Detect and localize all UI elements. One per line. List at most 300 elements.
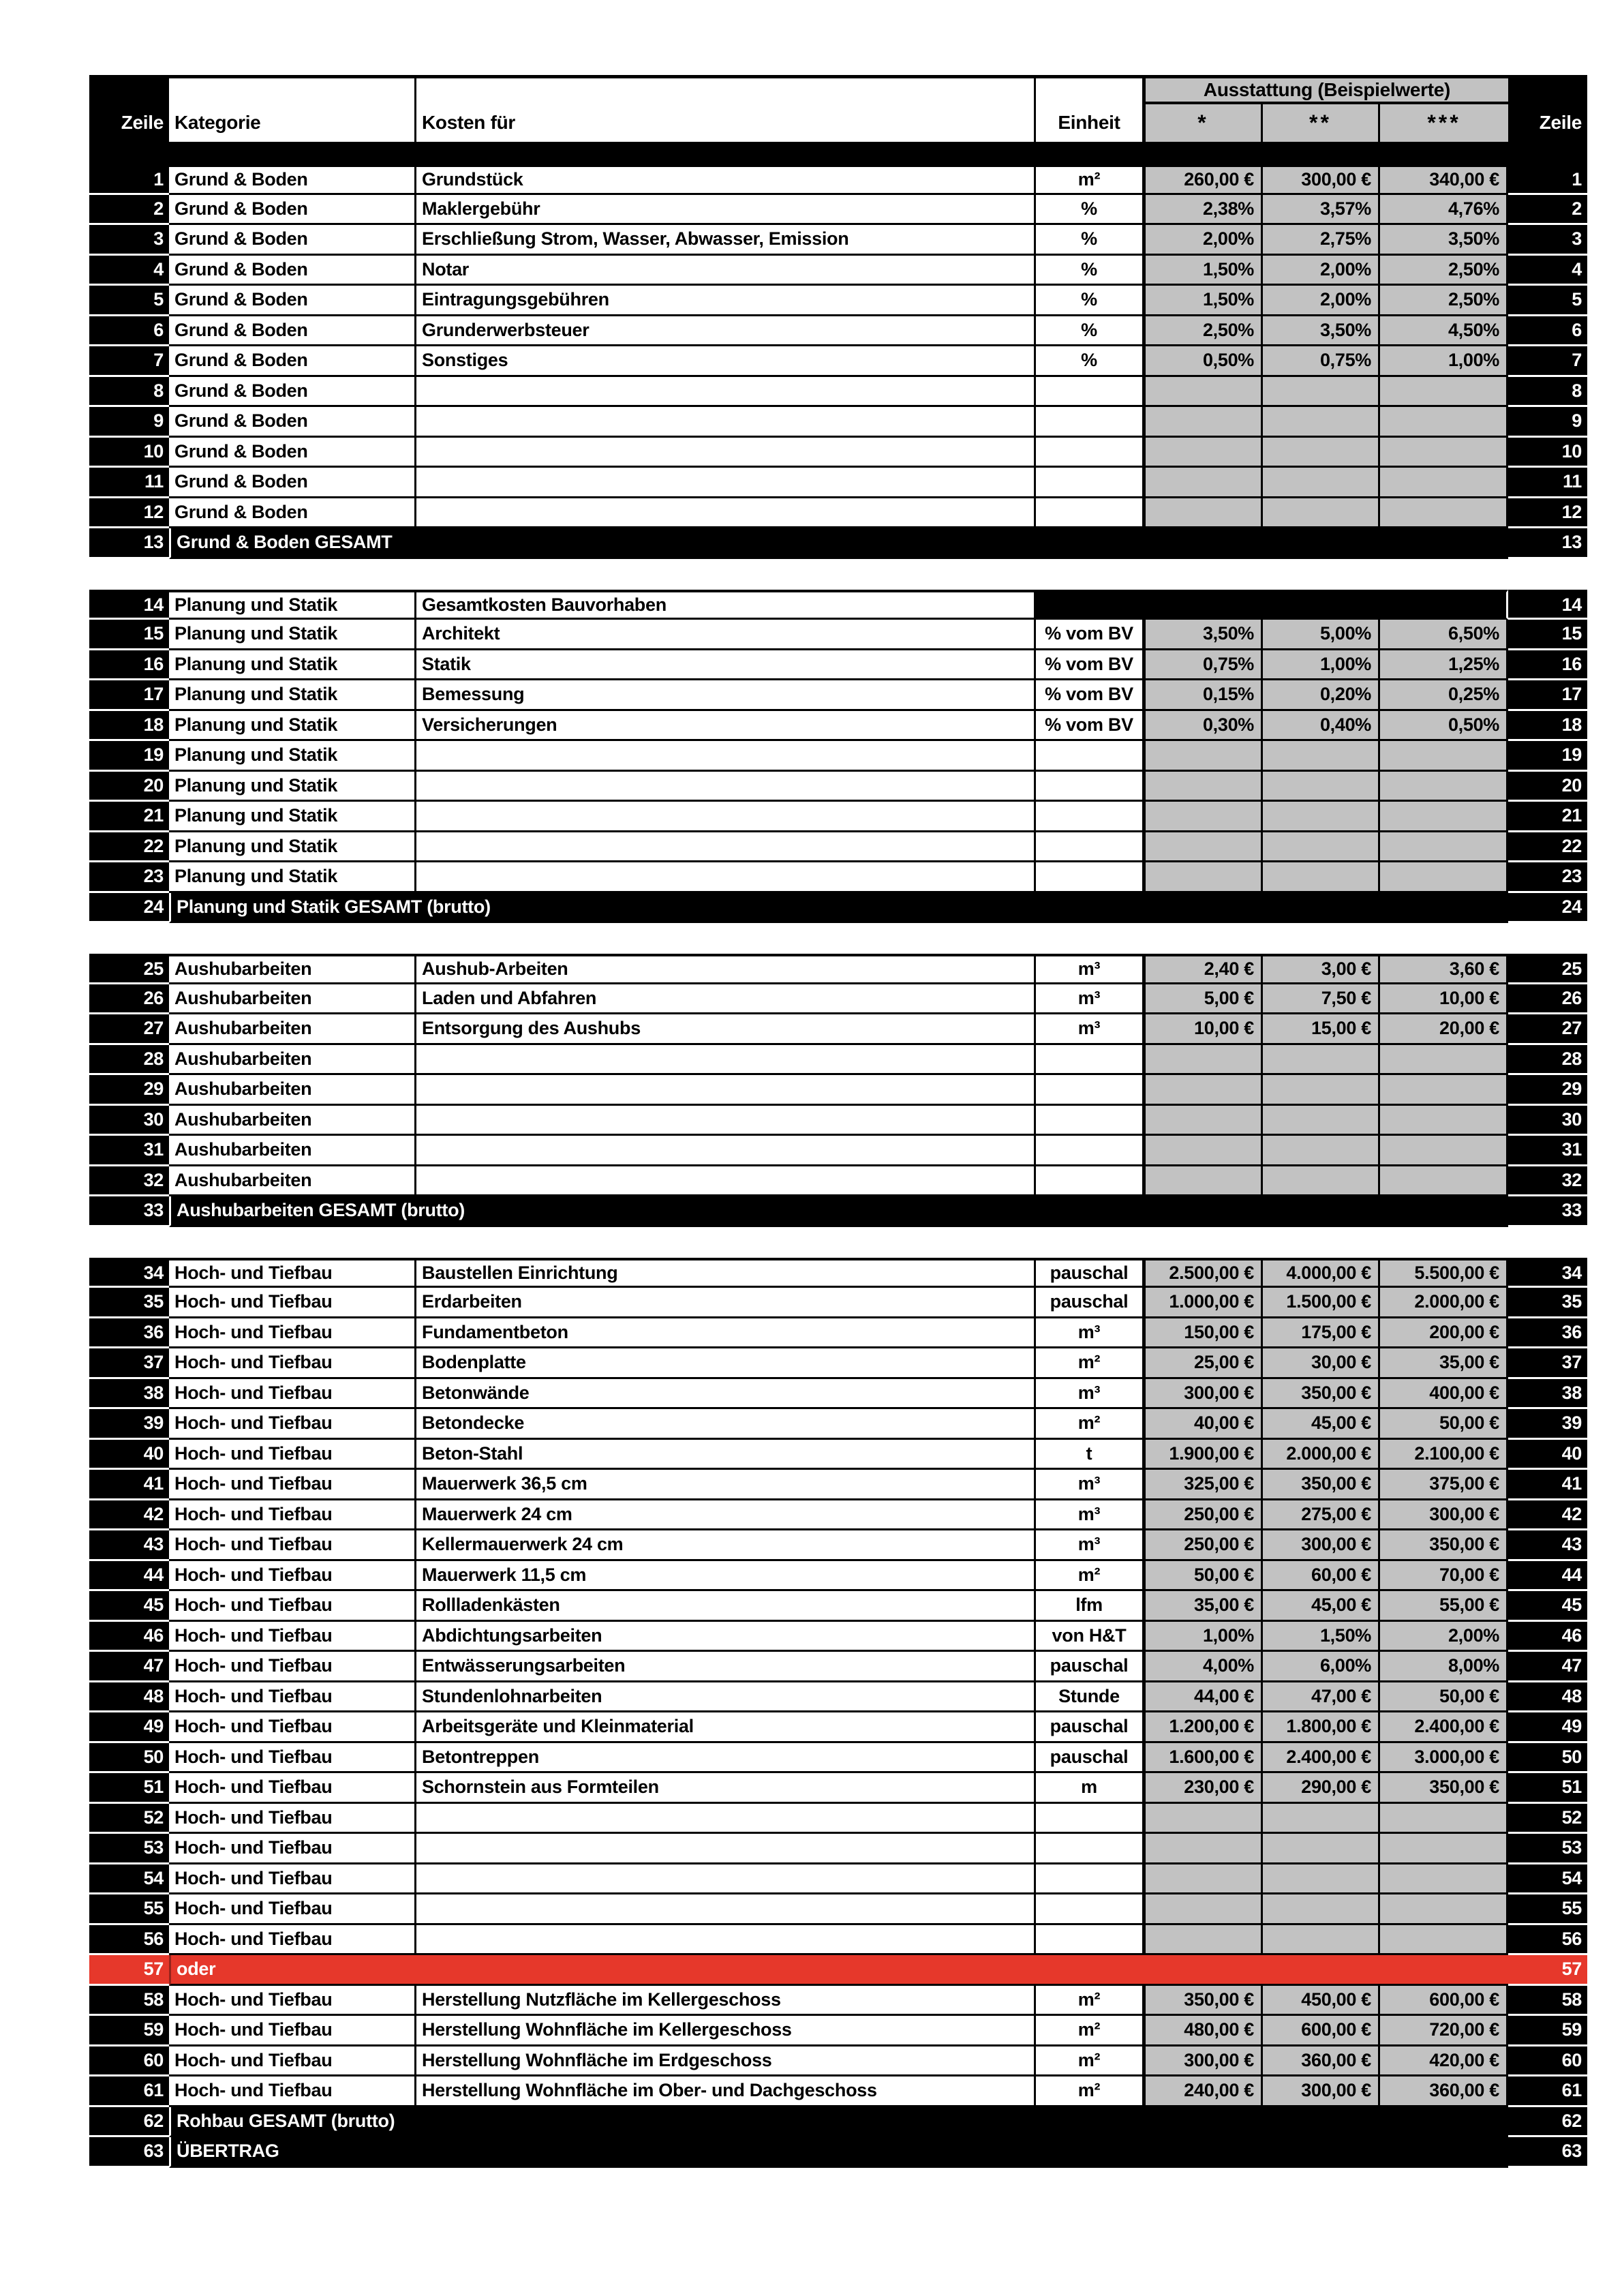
table-row xyxy=(89,1045,1587,1076)
row-number-cell-left: 4 xyxy=(89,256,169,286)
table-row xyxy=(89,1166,1587,1197)
value-cell-2 xyxy=(1263,1075,1380,1106)
value-cell-2: 2,75% xyxy=(1263,225,1380,256)
cost-cell: Mauerwerk 11,5 cm xyxy=(416,1561,1036,1592)
row-number-cell-left: 14 xyxy=(89,590,169,620)
unit-cell: % xyxy=(1036,195,1146,226)
value-cell-2 xyxy=(1263,407,1380,438)
cost-cell xyxy=(416,772,1036,802)
value-cell-3: 50,00 € xyxy=(1380,1682,1508,1713)
row-number-cell-right: 15 xyxy=(1508,620,1587,650)
unit-cell: % xyxy=(1036,225,1146,256)
value-cell-1: 250,00 € xyxy=(1146,1530,1263,1561)
value-cell-1: 1,50% xyxy=(1146,286,1263,316)
value-cell-2: 0,20% xyxy=(1263,680,1380,711)
table-row xyxy=(89,1561,1587,1592)
row-number-cell-right: 58 xyxy=(1508,1986,1587,2016)
table-row xyxy=(89,1288,1587,1318)
row-number-cell-right: 22 xyxy=(1508,832,1587,863)
cost-cell: Statik xyxy=(416,650,1036,681)
unit-cell xyxy=(1036,1804,1146,1834)
sheet-body xyxy=(89,164,1587,2168)
value-cell-3 xyxy=(1380,438,1508,468)
table-row xyxy=(89,862,1587,893)
unit-cell xyxy=(1036,1136,1146,1166)
section-gap xyxy=(89,559,1587,590)
value-cell-1: 0,30% xyxy=(1146,711,1263,742)
row-number-cell-left: 39 xyxy=(89,1409,169,1440)
category-cell: Hoch- und Tiefbau xyxy=(169,1440,416,1470)
value-cell-2: 3,57% xyxy=(1263,195,1380,226)
value-cell-3 xyxy=(1380,1106,1508,1136)
table-row xyxy=(89,1258,1587,1288)
unit-cell: pauschal xyxy=(1036,1652,1146,1682)
value-cell-3: 0,25% xyxy=(1380,680,1508,711)
row-number-cell-left: 18 xyxy=(89,711,169,742)
header-einheit: Einheit xyxy=(1036,75,1146,142)
value-cell-1 xyxy=(1146,832,1263,863)
category-cell: Hoch- und Tiefbau xyxy=(169,1318,416,1349)
unit-cell: m³ xyxy=(1036,1470,1146,1500)
table-row xyxy=(89,2137,1587,2168)
value-cell-2 xyxy=(1263,1864,1380,1895)
row-number-cell-right: 9 xyxy=(1508,407,1587,438)
table-row xyxy=(89,1470,1587,1500)
table-row xyxy=(89,286,1587,316)
total-label-cell: Aushubarbeiten GESAMT (brutto) xyxy=(169,1196,1508,1227)
value-cell-3 xyxy=(1380,802,1508,832)
row-number-cell-left: 2 xyxy=(89,195,169,226)
row-number-cell-right: 48 xyxy=(1508,1682,1587,1713)
value-cell-1 xyxy=(1146,1864,1263,1895)
category-cell: Grund & Boden xyxy=(169,316,416,347)
value-cell-2: 175,00 € xyxy=(1263,1318,1380,1349)
cost-cell: Sonstiges xyxy=(416,346,1036,377)
cost-cell: Aushub-Arbeiten xyxy=(416,954,1036,984)
category-cell: Hoch- und Tiefbau xyxy=(169,1379,416,1410)
value-cell-1: 300,00 € xyxy=(1146,2046,1263,2077)
value-cell-3: 20,00 € xyxy=(1380,1014,1508,1045)
row-number-cell-left: 25 xyxy=(89,954,169,984)
value-cell-3: 350,00 € xyxy=(1380,1530,1508,1561)
value-cell-3: 6,50% xyxy=(1380,620,1508,650)
value-cell-2: 1,00% xyxy=(1263,650,1380,681)
row-number-cell-left: 42 xyxy=(89,1500,169,1531)
section-gap xyxy=(89,923,1587,954)
value-cell-3: 2,50% xyxy=(1380,256,1508,286)
row-number-cell-left: 17 xyxy=(89,680,169,711)
row-number-cell-right: 25 xyxy=(1508,954,1587,984)
row-number-cell-left: 34 xyxy=(89,1258,169,1288)
unit-cell xyxy=(1036,1045,1146,1076)
table-row xyxy=(89,1955,1587,1986)
category-cell: Grund & Boden xyxy=(169,256,416,286)
unit-cell: m² xyxy=(1036,1409,1146,1440)
unit-cell: m³ xyxy=(1036,954,1146,984)
row-number-cell-right: 63 xyxy=(1508,2137,1587,2168)
header-kategorie: Kategorie xyxy=(169,75,416,142)
cost-cell: Architekt xyxy=(416,620,1036,650)
cost-cell: Herstellung Nutzfläche im Kellergeschoss xyxy=(416,1986,1036,2016)
row-number-cell-right: 37 xyxy=(1508,1348,1587,1379)
value-cell-3: 3,50% xyxy=(1380,225,1508,256)
unit-cell: % xyxy=(1036,316,1146,347)
value-cell-2 xyxy=(1263,1834,1380,1864)
unit-cell: % xyxy=(1036,256,1146,286)
category-cell: Hoch- und Tiefbau xyxy=(169,1894,416,1925)
unit-cell: m³ xyxy=(1036,1014,1146,1045)
value-cell-3: 2,50% xyxy=(1380,286,1508,316)
value-cell-1: 1.900,00 € xyxy=(1146,1440,1263,1470)
unit-cell xyxy=(1036,1075,1146,1106)
category-cell: Aushubarbeiten xyxy=(169,1014,416,1045)
row-number-cell-right: 55 xyxy=(1508,1894,1587,1925)
cost-cell: Erdarbeiten xyxy=(416,1288,1036,1318)
table-row xyxy=(89,1894,1587,1925)
header-zeile-right: Zeile xyxy=(1508,75,1587,142)
category-cell: Hoch- und Tiefbau xyxy=(169,2046,416,2077)
unit-cell: m² xyxy=(1036,2016,1146,2046)
unit-cell: % xyxy=(1036,286,1146,316)
value-cell-2: 360,00 € xyxy=(1263,2046,1380,2077)
value-cell-2: 1,50% xyxy=(1263,1622,1380,1652)
value-cell-3: 70,00 € xyxy=(1380,1561,1508,1592)
row-number-cell-left: 7 xyxy=(89,346,169,377)
category-cell: Aushubarbeiten xyxy=(169,1166,416,1197)
row-number-cell-right: 12 xyxy=(1508,498,1587,529)
row-number-cell-right: 43 xyxy=(1508,1530,1587,1561)
row-number-cell-right: 29 xyxy=(1508,1075,1587,1106)
cost-cell: Entsorgung des Aushubs xyxy=(416,1014,1036,1045)
table-row xyxy=(89,984,1587,1015)
value-cell-3: 1,25% xyxy=(1380,650,1508,681)
row-number-cell-right: 18 xyxy=(1508,711,1587,742)
row-number-cell-left: 54 xyxy=(89,1864,169,1895)
value-cell-2: 0,40% xyxy=(1263,711,1380,742)
value-cell-2: 15,00 € xyxy=(1263,1014,1380,1045)
unit-cell: % xyxy=(1036,346,1146,377)
value-cell-3 xyxy=(1380,498,1508,529)
unit-cell: m xyxy=(1036,1773,1146,1804)
total-label-cell: Planung und Statik GESAMT (brutto) xyxy=(169,893,1508,924)
value-cell-2 xyxy=(1263,1106,1380,1136)
unit-cell: m² xyxy=(1036,164,1146,195)
category-cell: Hoch- und Tiefbau xyxy=(169,2076,416,2107)
value-cell-1: 50,00 € xyxy=(1146,1561,1263,1592)
cost-cell xyxy=(416,1864,1036,1895)
unit-cell: von H&T xyxy=(1036,1622,1146,1652)
row-number-cell-right: 54 xyxy=(1508,1864,1587,1895)
cost-cell: Mauerwerk 24 cm xyxy=(416,1500,1036,1531)
table-row xyxy=(89,346,1587,377)
value-cell-2: 5,00% xyxy=(1263,620,1380,650)
unit-cell xyxy=(1036,772,1146,802)
cost-cell: Abdichtungsarbeiten xyxy=(416,1622,1036,1652)
table-row xyxy=(89,498,1587,529)
value-cell-3 xyxy=(1380,1804,1508,1834)
table-row xyxy=(89,407,1587,438)
cost-cell: Eintragungsgebühren xyxy=(416,286,1036,316)
value-cell-2 xyxy=(1263,1894,1380,1925)
table-row xyxy=(89,438,1587,468)
row-number-cell-left: 52 xyxy=(89,1804,169,1834)
value-cell-2: 300,00 € xyxy=(1263,2076,1380,2107)
cost-cell xyxy=(416,741,1036,772)
value-cell-3: 10,00 € xyxy=(1380,984,1508,1015)
category-cell: Planung und Statik xyxy=(169,590,416,620)
row-number-cell-left: 10 xyxy=(89,438,169,468)
row-number-cell-right: 40 xyxy=(1508,1440,1587,1470)
value-cell-1 xyxy=(1146,1106,1263,1136)
value-cell-2: 290,00 € xyxy=(1263,1773,1380,1804)
table-row xyxy=(89,316,1587,347)
cost-cell xyxy=(416,1834,1036,1864)
total-label-cell: Rohbau GESAMT (brutto) xyxy=(169,2107,1508,2138)
row-number-cell-right: 51 xyxy=(1508,1773,1587,1804)
cost-cell: Beton-Stahl xyxy=(416,1440,1036,1470)
cost-cell: Mauerwerk 36,5 cm xyxy=(416,1470,1036,1500)
category-cell: Grund & Boden xyxy=(169,286,416,316)
cost-cell xyxy=(416,1045,1036,1076)
row-number-cell-left: 55 xyxy=(89,1894,169,1925)
unit-cell xyxy=(1036,1864,1146,1895)
table-row xyxy=(89,1196,1587,1227)
category-cell: Hoch- und Tiefbau xyxy=(169,1743,416,1774)
value-cell-2: 1.800,00 € xyxy=(1263,1712,1380,1743)
category-cell: Hoch- und Tiefbau xyxy=(169,1986,416,2016)
row-number-cell-left: 36 xyxy=(89,1318,169,1349)
category-cell: Aushubarbeiten xyxy=(169,1075,416,1106)
value-cell-1: 0,75% xyxy=(1146,650,1263,681)
unit-cell: Stunde xyxy=(1036,1682,1146,1713)
unit-cell: pauschal xyxy=(1036,1288,1146,1318)
spreadsheet-table xyxy=(89,75,1587,2168)
value-cell-3: 1,00% xyxy=(1380,346,1508,377)
row-number-cell-right: 3 xyxy=(1508,225,1587,256)
unit-cell: t xyxy=(1036,1440,1146,1470)
value-cell-1 xyxy=(1146,1075,1263,1106)
table-row xyxy=(89,590,1587,620)
cost-cell: Herstellung Wohnfläche im Erdgeschoss xyxy=(416,2046,1036,2077)
unit-cell xyxy=(1036,862,1146,893)
table-row xyxy=(89,1318,1587,1349)
row-number-cell-right: 13 xyxy=(1508,528,1587,559)
value-cell-1: 3,50% xyxy=(1146,620,1263,650)
cost-cell: Laden und Abfahren xyxy=(416,984,1036,1015)
value-cell-1: 4,00% xyxy=(1146,1652,1263,1682)
cost-cell xyxy=(416,1075,1036,1106)
row-number-cell-left: 13 xyxy=(89,528,169,559)
cost-cell: Rollladenkästen xyxy=(416,1591,1036,1622)
table-row xyxy=(89,650,1587,681)
row-number-cell-right: 49 xyxy=(1508,1712,1587,1743)
category-cell: Planung und Statik xyxy=(169,802,416,832)
row-number-cell-right: 44 xyxy=(1508,1561,1587,1592)
unit-cell xyxy=(1036,1894,1146,1925)
table-row xyxy=(89,2076,1587,2107)
row-number-cell-right: 53 xyxy=(1508,1834,1587,1864)
row-number-cell-left: 38 xyxy=(89,1379,169,1410)
value-cell-2: 1.500,00 € xyxy=(1263,1288,1380,1318)
row-number-cell-right: 31 xyxy=(1508,1136,1587,1166)
value-cell-1: 1.600,00 € xyxy=(1146,1743,1263,1774)
header-row xyxy=(89,75,1587,142)
table-row xyxy=(89,711,1587,742)
row-number-cell-right: 57 xyxy=(1508,1955,1587,1986)
value-cell-1: 2,40 € xyxy=(1146,954,1263,984)
value-cell-1: 25,00 € xyxy=(1146,1348,1263,1379)
row-number-cell-left: 59 xyxy=(89,2016,169,2046)
table-row xyxy=(89,2046,1587,2077)
value-cell-3: 3,60 € xyxy=(1380,954,1508,984)
value-cell-1: 325,00 € xyxy=(1146,1470,1263,1500)
unit-cell: m² xyxy=(1036,2046,1146,2077)
row-number-cell-left: 26 xyxy=(89,984,169,1015)
category-cell: Hoch- und Tiefbau xyxy=(169,1864,416,1895)
value-cell-3: 0,50% xyxy=(1380,711,1508,742)
row-number-cell-right: 17 xyxy=(1508,680,1587,711)
category-cell: Hoch- und Tiefbau xyxy=(169,1804,416,1834)
row-number-cell-left: 57 xyxy=(89,1955,169,1986)
value-cell-2: 350,00 € xyxy=(1263,1470,1380,1500)
row-number-cell-right: 46 xyxy=(1508,1622,1587,1652)
table-row xyxy=(89,195,1587,226)
value-cell-3: 55,00 € xyxy=(1380,1591,1508,1622)
row-number-cell-left: 5 xyxy=(89,286,169,316)
value-cell-2 xyxy=(1263,1136,1380,1166)
unit-cell: % vom BV xyxy=(1036,711,1146,742)
cost-cell xyxy=(416,1894,1036,1925)
table-row xyxy=(89,468,1587,498)
row-number-cell-right: 4 xyxy=(1508,256,1587,286)
table-row xyxy=(89,1773,1587,1804)
row-number-cell-right: 14 xyxy=(1508,590,1587,620)
table-row xyxy=(89,1834,1587,1864)
value-cell-3: 600,00 € xyxy=(1380,1986,1508,2016)
value-cell-1 xyxy=(1146,1894,1263,1925)
header-ausstattung-group xyxy=(1146,75,1508,142)
cost-cell: Betondecke xyxy=(416,1409,1036,1440)
value-cell-2 xyxy=(1263,1045,1380,1076)
value-cell-3 xyxy=(1380,1864,1508,1895)
header-kosten-fuer: Kosten für xyxy=(416,75,1036,142)
value-cell-2: 275,00 € xyxy=(1263,1500,1380,1531)
category-cell: Grund & Boden xyxy=(169,164,416,195)
category-cell: Hoch- und Tiefbau xyxy=(169,1834,416,1864)
row-number-cell-left: 22 xyxy=(89,832,169,863)
category-cell: Hoch- und Tiefbau xyxy=(169,1470,416,1500)
value-cell-3: 8,00% xyxy=(1380,1652,1508,1682)
value-cell-2: 600,00 € xyxy=(1263,2016,1380,2046)
unit-cell xyxy=(1036,802,1146,832)
value-cell-2: 30,00 € xyxy=(1263,1348,1380,1379)
row-number-cell-right: 32 xyxy=(1508,1166,1587,1197)
table-row xyxy=(89,680,1587,711)
value-cell-3: 340,00 € xyxy=(1380,164,1508,195)
value-cell-1 xyxy=(1146,407,1263,438)
unit-cell: % vom BV xyxy=(1036,680,1146,711)
row-number-cell-left: 27 xyxy=(89,1014,169,1045)
row-number-cell-right: 36 xyxy=(1508,1318,1587,1349)
value-cell-1 xyxy=(1146,802,1263,832)
header-star-2: ** xyxy=(1263,104,1380,142)
cost-cell: Erschließung Strom, Wasser, Abwasser, Emission xyxy=(416,225,1036,256)
category-cell: Hoch- und Tiefbau xyxy=(169,1288,416,1318)
category-cell: Grund & Boden xyxy=(169,377,416,408)
row-number-cell-right: 38 xyxy=(1508,1379,1587,1410)
row-number-cell-right: 1 xyxy=(1508,164,1587,195)
row-number-cell-right: 26 xyxy=(1508,984,1587,1015)
cost-cell: Versicherungen xyxy=(416,711,1036,742)
row-number-cell-left: 33 xyxy=(89,1196,169,1227)
table-row xyxy=(89,954,1587,984)
value-cell-1: 5,00 € xyxy=(1146,984,1263,1015)
header-ausstattung: Ausstattung (Beispielwerte) xyxy=(1146,78,1508,104)
value-cell-2: 2.400,00 € xyxy=(1263,1743,1380,1774)
table-row xyxy=(89,1591,1587,1622)
value-cell-3: 3.000,00 € xyxy=(1380,1743,1508,1774)
unit-cell: m² xyxy=(1036,1348,1146,1379)
highlight-label-cell: oder xyxy=(169,1955,1508,1986)
row-number-cell-right: 27 xyxy=(1508,1014,1587,1045)
category-cell: Grund & Boden xyxy=(169,195,416,226)
row-number-cell-left: 1 xyxy=(89,164,169,195)
value-cell-3 xyxy=(1380,407,1508,438)
value-cell-2 xyxy=(1263,1166,1380,1197)
row-number-cell-right: 60 xyxy=(1508,2046,1587,2077)
row-number-cell-left: 9 xyxy=(89,407,169,438)
value-cell-2: 350,00 € xyxy=(1263,1379,1380,1410)
table-row xyxy=(89,1014,1587,1045)
row-number-cell-left: 23 xyxy=(89,862,169,893)
row-number-cell-right: 52 xyxy=(1508,1804,1587,1834)
category-cell: Grund & Boden xyxy=(169,346,416,377)
value-cell-1 xyxy=(1146,498,1263,529)
category-cell: Hoch- und Tiefbau xyxy=(169,1500,416,1531)
value-cell-3 xyxy=(1380,862,1508,893)
value-cell-1: 260,00 € xyxy=(1146,164,1263,195)
category-cell: Hoch- und Tiefbau xyxy=(169,1348,416,1379)
value-cell-2 xyxy=(1263,741,1380,772)
cost-cell xyxy=(416,832,1036,863)
cost-cell: Arbeitsgeräte und Kleinmaterial xyxy=(416,1712,1036,1743)
value-cell-1: 35,00 € xyxy=(1146,1591,1263,1622)
row-number-cell-left: 12 xyxy=(89,498,169,529)
row-number-cell-right: 62 xyxy=(1508,2107,1587,2138)
value-cell-2 xyxy=(1263,772,1380,802)
value-cell-2 xyxy=(1263,1925,1380,1956)
row-number-cell-left: 3 xyxy=(89,225,169,256)
row-number-cell-right: 21 xyxy=(1508,802,1587,832)
table-row xyxy=(89,1925,1587,1956)
category-cell: Hoch- und Tiefbau xyxy=(169,1591,416,1622)
category-cell: Planung und Statik xyxy=(169,862,416,893)
cost-cell xyxy=(416,377,1036,408)
row-number-cell-right: 10 xyxy=(1508,438,1587,468)
value-cell-2 xyxy=(1263,438,1380,468)
row-number-cell-left: 51 xyxy=(89,1773,169,1804)
value-cell-3: 50,00 € xyxy=(1380,1409,1508,1440)
value-cell-3: 4,50% xyxy=(1380,316,1508,347)
value-cell-3 xyxy=(1380,1925,1508,1956)
unit-cell: m³ xyxy=(1036,1318,1146,1349)
cost-cell xyxy=(416,1925,1036,1956)
value-cell-2 xyxy=(1263,832,1380,863)
value-cell-3: 300,00 € xyxy=(1380,1500,1508,1531)
value-cell-3: 2,00% xyxy=(1380,1622,1508,1652)
row-number-cell-left: 30 xyxy=(89,1106,169,1136)
value-cell-2 xyxy=(1263,862,1380,893)
